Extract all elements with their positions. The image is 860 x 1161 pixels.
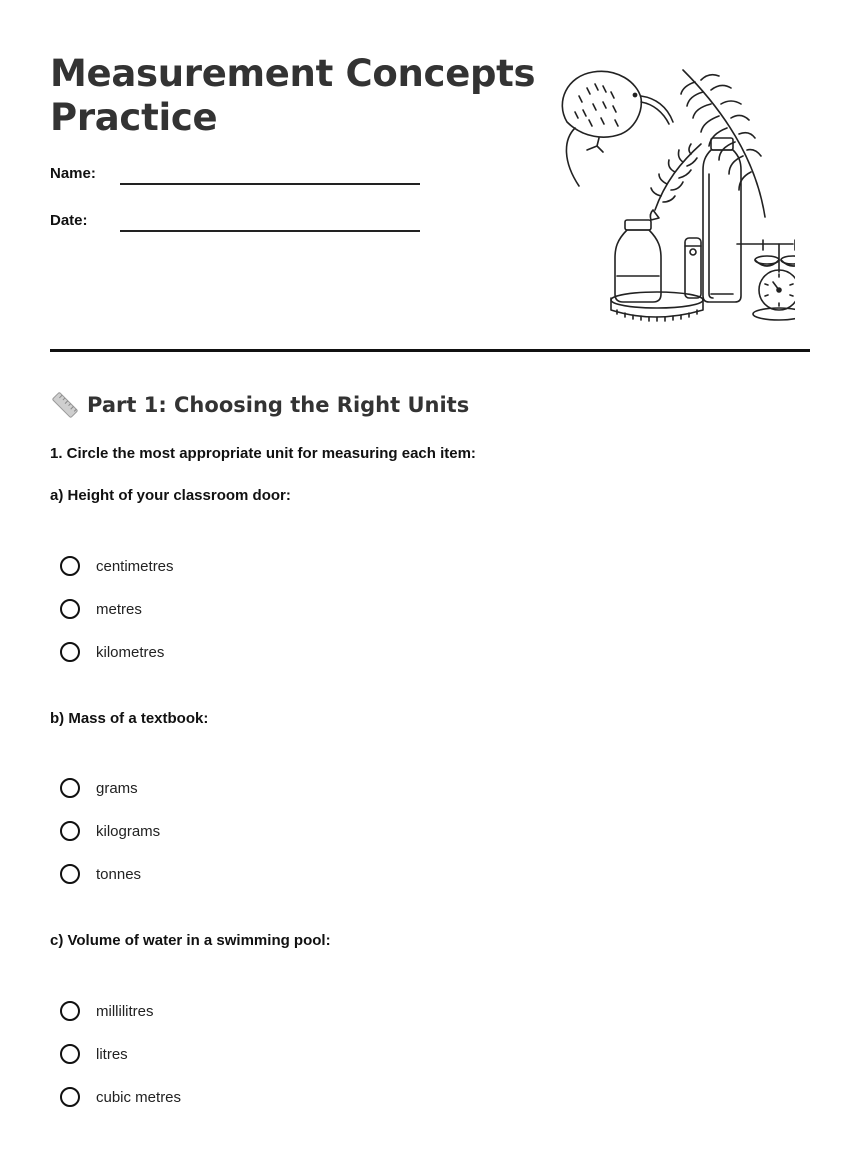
date-label: Date: [50,212,88,229]
option-label: cubic metres [96,1088,182,1106]
option-circle[interactable] [60,864,80,884]
option-circle[interactable] [60,821,80,841]
option-label: grams [96,779,138,797]
option-kilometres[interactable] [60,640,164,664]
option-label: kilograms [96,822,161,840]
weighing-scale-icon [737,240,795,320]
question-1b: b) Mass of a textbook: [50,710,209,727]
part1-heading [50,389,469,421]
part1-title: Part 1: Choosing the Right Units [87,393,470,417]
name-label: Name: [50,165,96,182]
option-litres[interactable] [60,1042,128,1066]
measuring-jar-icon [615,220,701,302]
option-grams[interactable] [60,776,138,800]
option-centimetres[interactable] [60,554,174,578]
name-write-line[interactable] [120,183,420,185]
option-circle[interactable] [60,1087,80,1107]
worksheet-page [50,0,810,1161]
option-circle[interactable] [60,1001,80,1021]
measurement-illustration [555,62,795,327]
question-1c: c) Volume of water in a swimming pool: [50,932,331,949]
name-field[interactable] [50,165,420,189]
small-fern-icon [650,144,701,220]
question-1a: a) Height of your classroom door: [50,487,291,504]
option-label: kilometres [96,643,165,661]
option-cubic-metres[interactable] [60,1085,181,1109]
question-1: 1. Circle the most appropriate unit for measuring each item: [50,445,476,462]
title-line-2: Practice [50,96,218,139]
ruler-icon [50,390,80,420]
date-write-line[interactable] [120,230,420,232]
fern-icon [681,70,765,217]
option-kilograms[interactable] [60,819,160,843]
option-tonnes[interactable] [60,862,141,886]
option-label: tonnes [96,865,142,883]
header-divider [50,349,810,352]
title-line-1: Measurement Concepts [50,52,536,95]
option-millilitres[interactable] [60,999,154,1023]
tape-measure-icon [611,292,703,321]
option-label: litres [96,1045,128,1063]
option-circle[interactable] [60,1044,80,1064]
page-title [50,52,535,140]
option-label: metres [96,600,142,618]
option-circle[interactable] [60,599,80,619]
date-field[interactable] [50,212,420,236]
option-circle[interactable] [60,778,80,798]
kiwi-bird-icon [562,71,673,186]
option-label: millilitres [96,1002,154,1020]
option-circle[interactable] [60,642,80,662]
option-circle[interactable] [60,556,80,576]
bottle-icon [703,138,741,302]
option-label: centimetres [96,557,174,575]
option-metres[interactable] [60,597,142,621]
